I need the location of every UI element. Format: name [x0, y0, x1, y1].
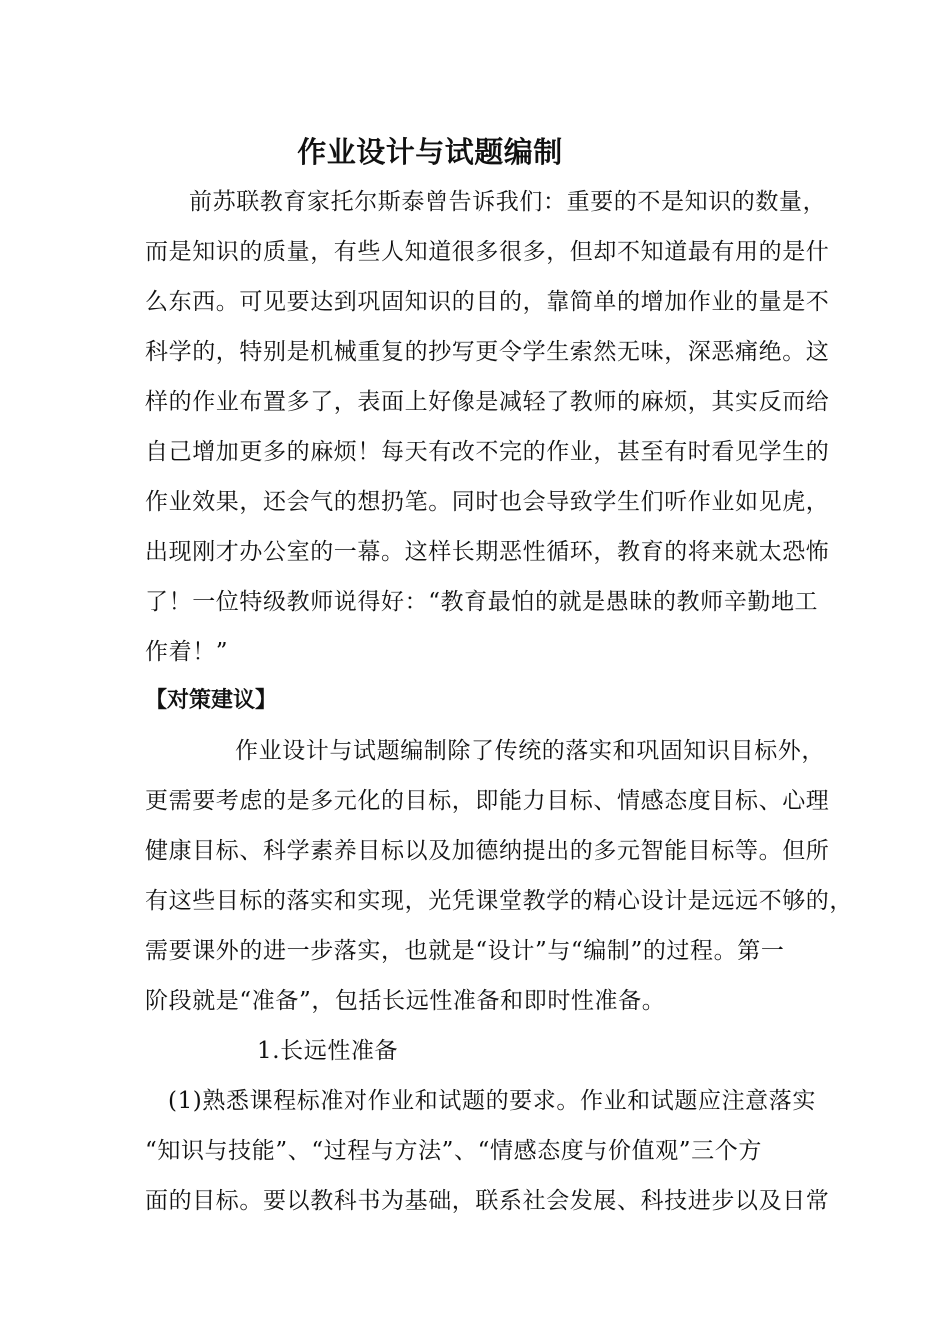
- paragraph2-line: 阶段就是“准备”，包括长远性准备和即时性准备。: [145, 988, 666, 1014]
- paragraph1-line: 么东西。可见要达到巩固知识的目的，靠简单的增加作业的量是不: [145, 289, 830, 315]
- paragraph3-line: 面的目标。要以教科书为基础，联系社会发展、科技进步以及日常: [145, 1188, 830, 1214]
- paragraph2-line: 有这些目标的落实和实现，光凭课堂教学的精心设计是远远不够的，: [145, 888, 853, 914]
- section-heading: 【对策建议】: [145, 688, 278, 713]
- paragraph1-line: 样的作业布置多了，表面上好像是减轻了教师的麻烦，其实反而给: [145, 389, 830, 415]
- paragraph1-line: 科学的，特别是机械重复的抄写更令学生索然无味，深恶痛绝。这: [145, 339, 830, 365]
- paragraph2-line: 更需要考虑的是多元化的目标，即能力目标、情感态度目标、心理: [145, 788, 830, 814]
- paragraph1-line: 自己增加更多的麻烦！每天有改不完的作业，甚至有时看见学生的: [145, 439, 830, 465]
- paragraph3-line: “知识与技能”、“过程与方法”、“情感态度与价值观”三个方: [145, 1138, 762, 1164]
- paragraph1-line: 出现刚才办公室的一幕。这样长期恶性循环，教育的将来就太恐怖: [145, 539, 830, 565]
- paragraph1-line: 作着！”: [145, 639, 229, 665]
- paragraph2-line: 健康目标、科学素养目标以及加德纳提出的多元智能目标等。但所: [145, 838, 830, 864]
- paragraph1-line: 作业效果，还会气的想扔笔。同时也会导致学生们听作业如见虎，: [145, 489, 830, 515]
- paragraph1-line: 而是知识的质量，有些人知道很多很多，但却不知道最有用的是什: [145, 239, 830, 265]
- paragraph1-line: 了！一位特级教师说得好：“教育最怕的就是愚昧的教师辛勤地工: [145, 589, 819, 615]
- paragraph1-line: 前苏联教育家托尔斯泰曾告诉我们：重要的不是知识的数量，: [189, 189, 827, 215]
- paragraph3-line: (1)熟悉课程标准对作业和试题的要求。作业和试题应注意落实: [168, 1088, 816, 1114]
- document-title: 作业设计与试题编制: [297, 135, 563, 169]
- paragraph2-line: 需要课外的进一步落实，也就是“设计”与“编制”的过程。第一: [145, 938, 785, 964]
- subheading: 1.长远性准备: [257, 1038, 399, 1064]
- paragraph2-line: 作业设计与试题编制除了传统的落实和巩固知识目标外，: [235, 738, 825, 764]
